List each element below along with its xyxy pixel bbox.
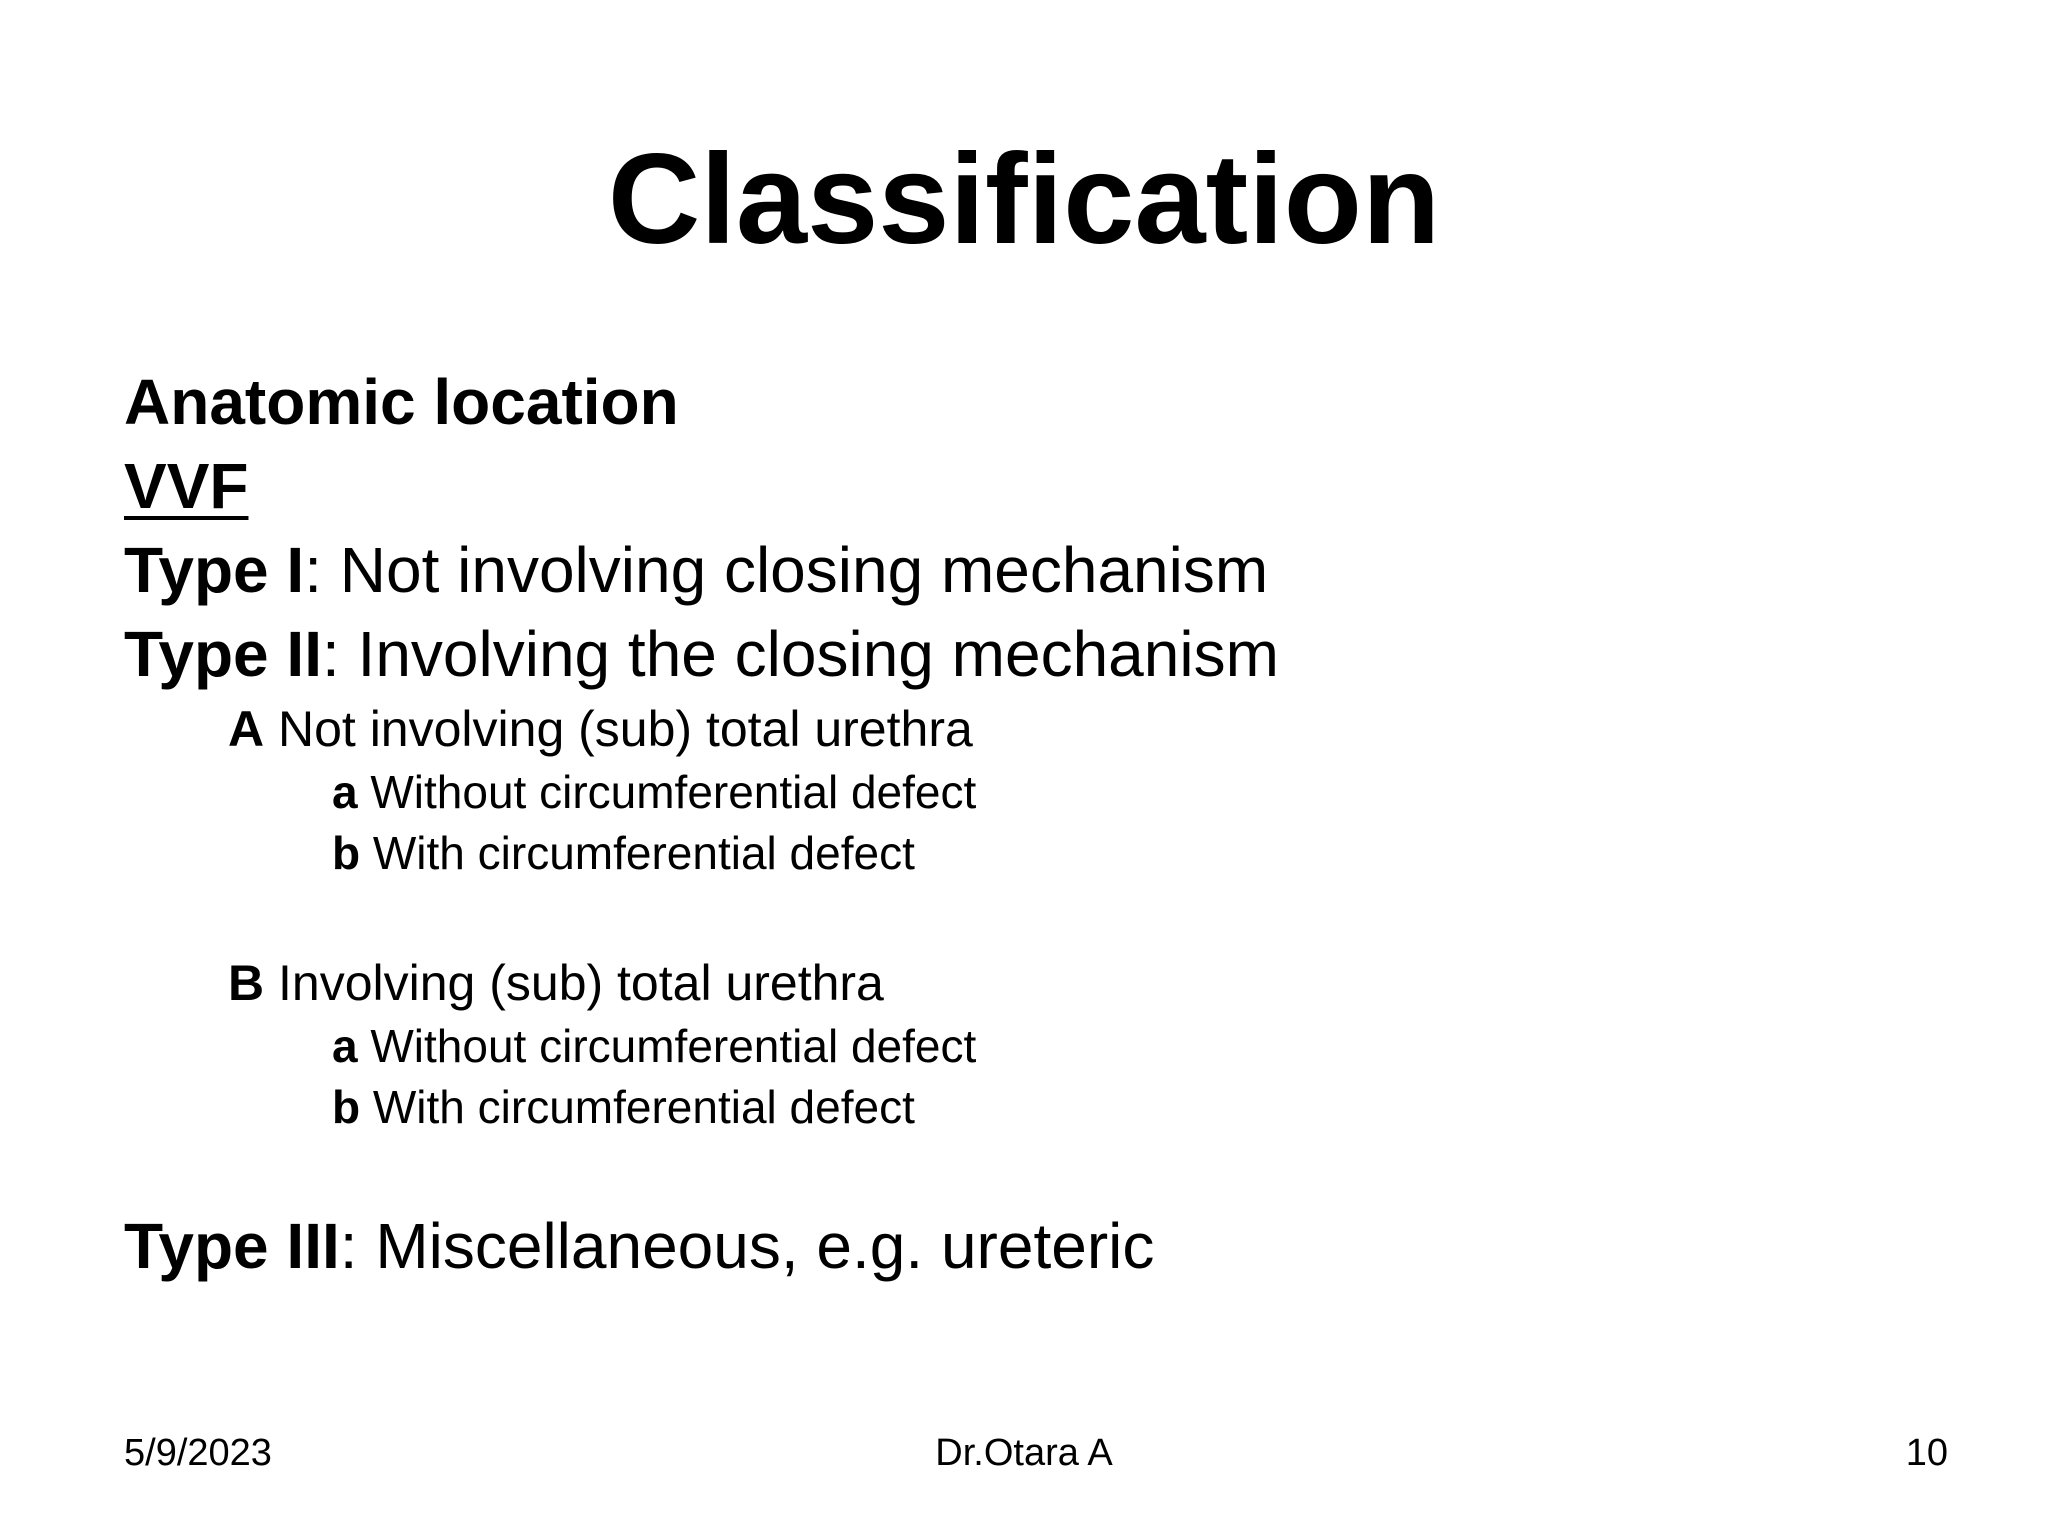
group-b-item-b	[124, 1077, 1924, 1138]
group-a-text: Not involving (sub) total urethra	[264, 701, 973, 757]
heading-anatomic-location: Anatomic location	[124, 366, 679, 438]
footer-author: Dr.Otara A	[935, 1432, 1113, 1474]
group-a-item-b-label: b	[332, 827, 361, 879]
group-b-row	[124, 950, 1924, 1016]
slide-body	[124, 360, 1924, 1288]
group-a-row	[124, 696, 1924, 762]
group-b-item-b-text: With circumferential defect	[360, 1081, 915, 1133]
subheading-vvf-row	[124, 444, 1924, 528]
slide-title: Classification	[607, 128, 1441, 271]
group-a-item-b	[124, 823, 1924, 884]
footer-date: 5/9/2023	[124, 1432, 272, 1474]
group-b-label: B	[228, 955, 265, 1011]
footer-page-number: 10	[1905, 1432, 1948, 1474]
group-a-item-a-label: a	[332, 766, 358, 818]
type1-label: Type I	[124, 534, 305, 606]
group-a-label: A	[228, 701, 265, 757]
type2-label: Type II	[124, 618, 322, 690]
spacer	[124, 884, 1924, 950]
type2-row	[124, 612, 1924, 696]
group-b-item-a-text: Without circumferential defect	[357, 1020, 977, 1072]
group-a-item-a-text: Without circumferential defect	[357, 766, 977, 818]
group-b-item-a-label: a	[332, 1020, 358, 1072]
group-b-item-b-label: b	[332, 1081, 361, 1133]
type1-text: : Not involving closing mechanism	[304, 534, 1269, 606]
type2-text: : Involving the closing mechanism	[321, 618, 1279, 690]
spacer	[124, 1138, 1924, 1204]
group-a-item-b-text: With circumferential defect	[360, 827, 915, 879]
type1-row	[124, 528, 1924, 612]
type3-row	[124, 1204, 1924, 1288]
group-b-text: Involving (sub) total urethra	[264, 955, 884, 1011]
type3-label: Type III	[124, 1210, 340, 1282]
type3-text: : Miscellaneous, e.g. ureteric	[339, 1210, 1155, 1282]
group-b-item-a	[124, 1016, 1924, 1077]
subheading-vvf: VVF	[124, 450, 249, 522]
group-a-item-a	[124, 762, 1924, 823]
